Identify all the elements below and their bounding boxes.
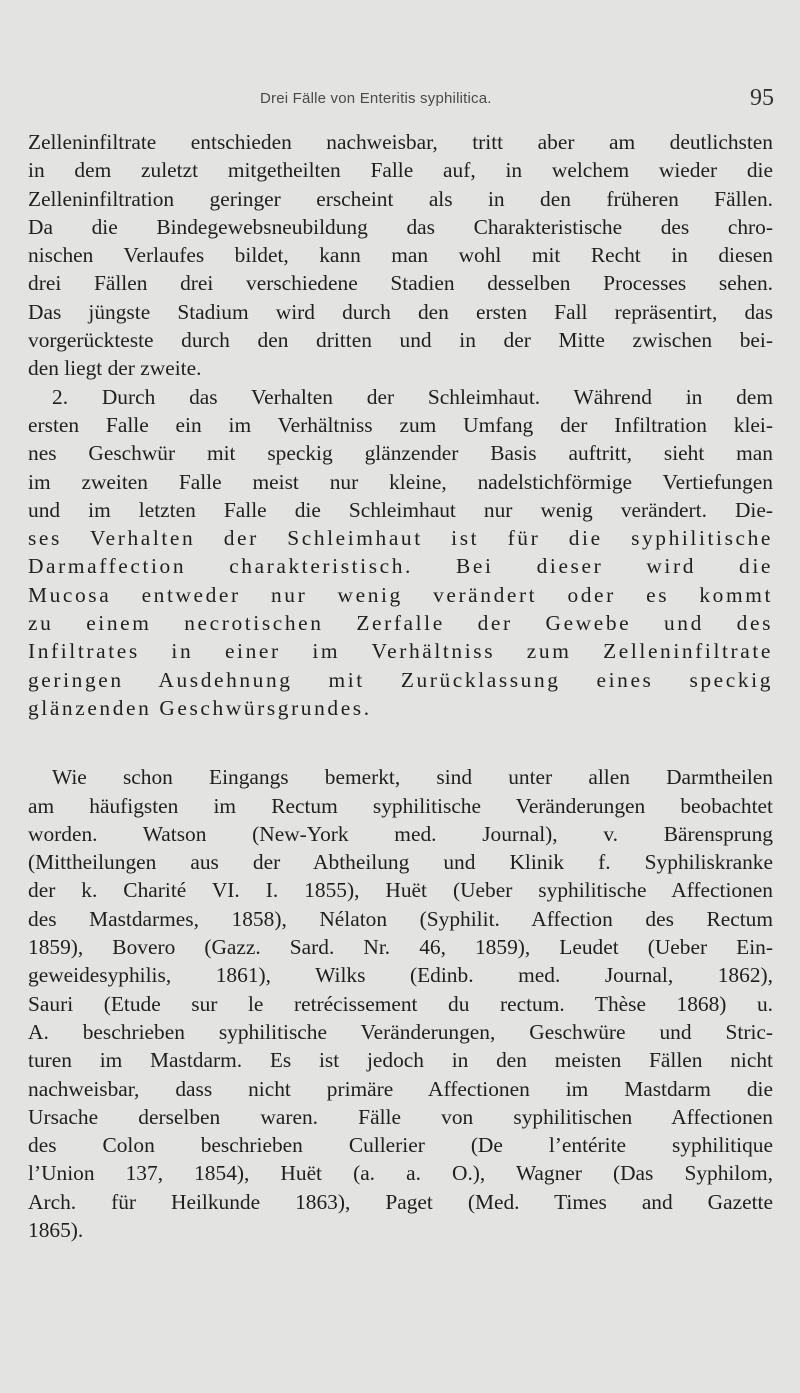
text-line: Da die Bindegewebsneubildung das Charakteristische des chro-	[28, 214, 773, 239]
paragraph-gap	[28, 722, 773, 763]
text-line: l’Union 137, 1854), Huët (a. a. O.), Wagner (Das Syphilom,	[28, 1161, 773, 1186]
spaced-text-line: Mucosa entweder nur wenig verändert oder es kommt	[28, 582, 773, 607]
text-line: 1859), Bovero (Gazz. Sard. Nr. 46, 1859), Leudet (Ueber Ein-	[28, 935, 773, 960]
text-line: des Colon beschrieben Cullerier (De l’entérite syphilitique	[28, 1133, 773, 1158]
spaced-text-line: glänzenden Geschwürsgrundes.	[28, 695, 372, 720]
running-header	[0, 85, 800, 118]
text-line: turen im Mastdarm. Es ist jedoch in den meisten Fällen nicht	[28, 1048, 773, 1073]
text-line: in dem zuletzt mitgetheilten Falle auf, in welchem wieder die	[28, 158, 773, 183]
text-line: (Mittheilungen aus der Abtheilung und Klinik f. Syphiliskranke	[28, 850, 773, 875]
paragraph-literature	[28, 763, 773, 1244]
text-line: Ursache derselben waren. Fälle von syphilitischen Affectionen	[28, 1104, 773, 1129]
running-title: Drei Fälle von Enteritis syphilitica.	[260, 90, 492, 107]
text-line: Wie schon Eingangs bemerkt, sind unter allen Darmtheilen	[52, 765, 773, 790]
text-line: und im letzten Falle die Schleimhaut nur wenig verändert. Die-	[28, 497, 773, 522]
spaced-text-line: ses Verhalten der Schleimhaut ist für die syphilitische	[28, 526, 773, 551]
text-line: Arch. für Heilkunde 1863), Paget (Med. Times and Gazette	[28, 1189, 773, 1214]
text-line: Das jüngste Stadium wird durch den ersten Fall repräsentirt, das	[28, 299, 773, 324]
paragraph-conclusion-1	[28, 128, 773, 383]
text-line: drei Fällen drei verschiedene Stadien desselben Processes sehen.	[28, 271, 773, 296]
text-line: nes Geschwür mit speckig glänzender Basis auftritt, sieht man	[28, 441, 773, 466]
spaced-text-line: zu einem necrotischen Zerfalle der Gewebe und des	[28, 611, 773, 636]
text-line: nachweisbar, dass nicht primäre Affectionen im Mastdarm die	[28, 1076, 773, 1101]
spaced-text-line: Infiltrates in einer im Verhältniss zum Zelleninfiltrate	[28, 639, 773, 664]
spaced-text-line: Darmaffection charakteristisch. Bei dieser wird die	[28, 554, 773, 579]
text-line: A. beschrieben syphilitische Veränderungen, Geschwüre und Stric-	[28, 1019, 773, 1044]
text-line: Sauri (Etude sur le retrécissement du rectum. Thèse 1868) u.	[28, 991, 773, 1016]
text-line: im zweiten Falle meist nur kleine, nadelstichförmige Vertiefungen	[28, 469, 773, 494]
text-line: 2. Durch das Verhalten der Schleimhaut. Während in dem	[52, 384, 773, 409]
text-line: worden. Watson (New-York med. Journal), v. Bärensprung	[28, 821, 773, 846]
text-line: geweidesyphilis, 1861), Wilks (Edinb. med. Journal, 1862),	[28, 963, 773, 988]
text-line: vorgerückteste durch den dritten und in der Mitte zwischen bei-	[28, 328, 773, 353]
text-line: ersten Falle ein im Verhältniss zum Umfang der Infiltration klei-	[28, 412, 773, 437]
text-line: am häufigsten im Rectum syphilitische Veränderungen beobachtet	[28, 793, 773, 818]
text-line: der k. Charité VI. I. 1855), Huët (Ueber syphilitische Affectionen	[28, 878, 773, 903]
text-line: nischen Verlaufes bildet, kann man wohl mit Recht in diesen	[28, 243, 773, 268]
paragraph-point-2	[28, 383, 773, 723]
text-line: Zelleninfiltrate entschieden nachweisbar, tritt aber am deutlichsten	[28, 130, 773, 154]
text-line: Zelleninfiltration geringer erscheint als in den früheren Fällen.	[28, 186, 773, 211]
text-line: des Mastdarmes, 1858), Nélaton (Syphilit. Affection des Rectum	[28, 906, 773, 931]
text-line: 1865).	[28, 1217, 84, 1242]
body-text	[28, 128, 773, 1244]
page-number: 95	[750, 85, 774, 111]
text-line: den liegt der zweite.	[28, 356, 202, 381]
spaced-text-line: geringen Ausdehnung mit Zurücklassung eines speckig	[28, 667, 773, 692]
